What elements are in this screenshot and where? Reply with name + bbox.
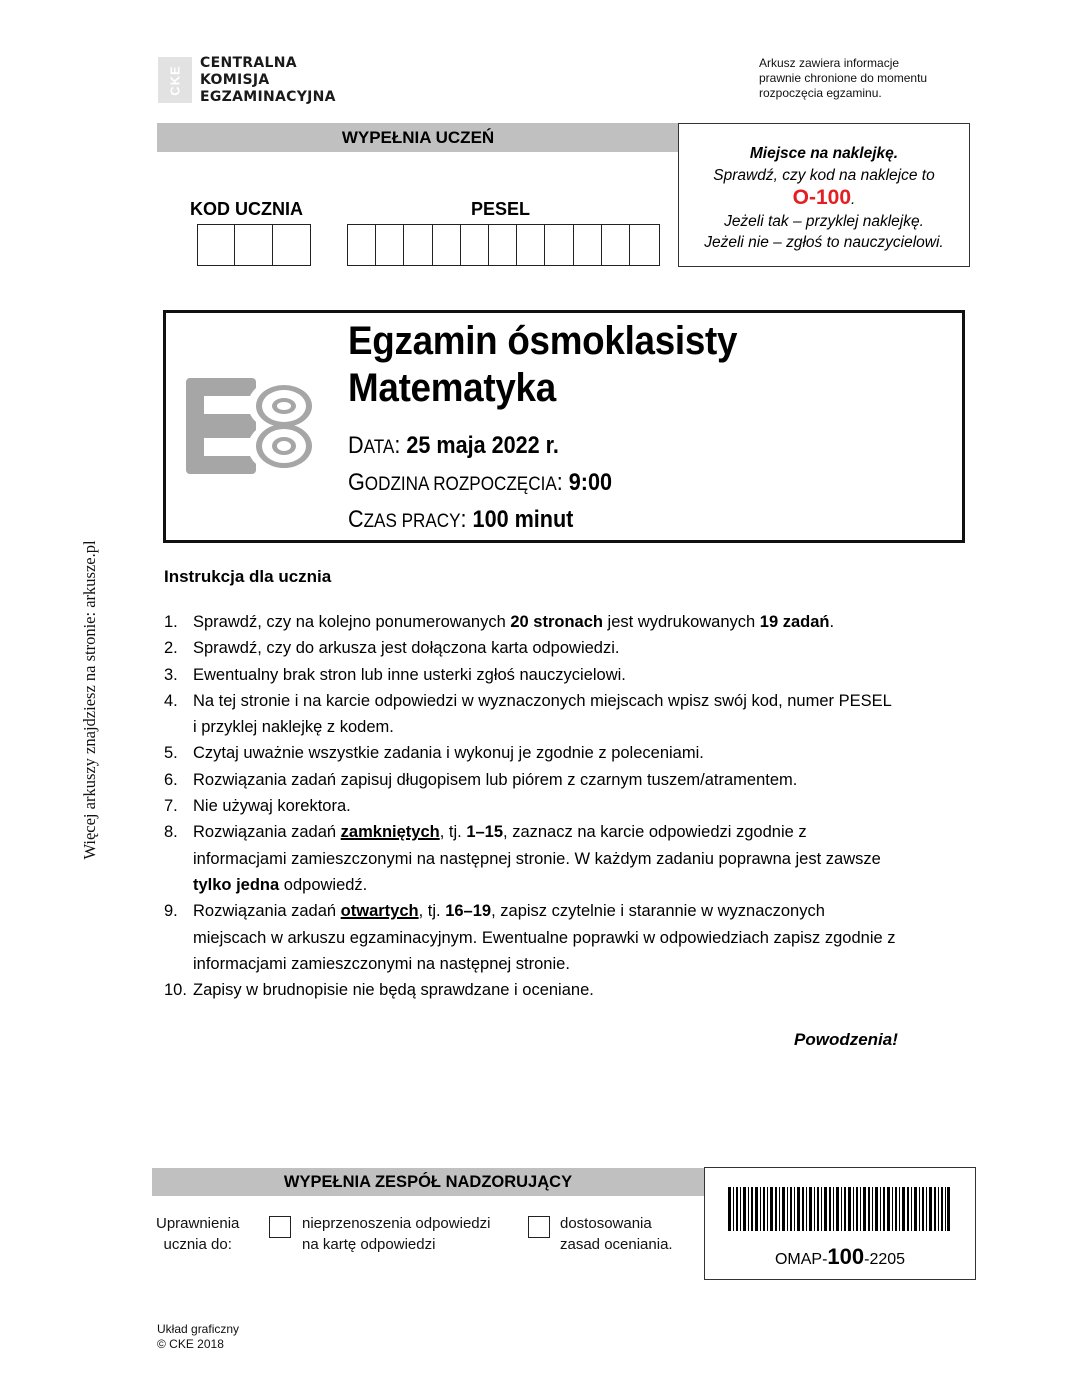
adjusted-grading-checkbox[interactable]: [528, 1216, 550, 1238]
pesel-label: PESEL: [471, 199, 531, 219]
pesel-cell[interactable]: [517, 225, 545, 265]
e8-logo-icon: [186, 378, 320, 474]
instructions-list: [164, 609, 924, 1003]
legal-note: Arkusz zawiera informacje prawnie chronione do momentu rozpoczęcia egzaminu.: [759, 56, 928, 100]
pesel-cell[interactable]: [574, 225, 602, 265]
student-code-field[interactable]: [197, 224, 311, 266]
pesel-cell[interactable]: [630, 225, 658, 265]
exam-title: Egzamin ósmoklasisty Matematyka: [348, 319, 738, 410]
student-code-label: KOD UCZNIA: [190, 199, 303, 219]
sticker-area: Miejsce na naklejkę. Sprawdź, czy kod na naklejce to O-100. Jeżeli tak – przyklej naklejkę. Jeżeli nie – zgłoś to nauczycielowi.: [678, 123, 970, 267]
pesel-cell[interactable]: [376, 225, 404, 265]
list-item: 6. Rozwiązania zadań zapisuj długopisem lub piórem z czarnym tuszem/atramentem.: [164, 770, 798, 789]
footer-note: Układ graficzny © CKE 2018: [157, 1322, 240, 1351]
list-item: 4. Na tej stronie i na karcie odpowiedzi w wyznaczonych miejscach wpisz swój kod, numer PESEL i przyklej naklejkę z kodem.: [164, 691, 892, 737]
barcode-icon: [728, 1187, 950, 1231]
pesel-cell[interactable]: [489, 225, 517, 265]
adjusted-grading-label: dostosowania zasad oceniania.: [560, 1215, 673, 1253]
pesel-cell[interactable]: [404, 225, 432, 265]
sticker-code: O-100: [792, 186, 852, 209]
student-section-title: WYPEŁNIA UCZEŃ: [341, 127, 495, 147]
pesel-cell[interactable]: [461, 225, 489, 265]
exam-duration: CZAS PRACY: 100 minut: [348, 506, 574, 533]
sticker-no-text: Jeżeli nie – zgłoś to nauczycielowi.: [704, 234, 944, 251]
no-transfer-label: nieprzenoszenia odpowiedzi na kartę odpowiedzi: [302, 1215, 491, 1253]
list-item: 1. Sprawdź, czy na kolejno ponumerowanych 20 stronach jest wydrukowanych 19 zadań.: [164, 613, 835, 631]
student-code-cell[interactable]: [235, 225, 272, 265]
supervisor-section-title: WYPEŁNIA ZESPÓŁ NADZORUJĄCY: [283, 1172, 573, 1191]
list-item: 9. Rozwiązania zadań otwartych, tj. 16–19, zapisz czytelnie i starannie w wyznaczonych miejscach w arkuszu egzaminacyjnym. Ewentualne poprawki w odpowiedziach zapisz zgodnie z informacjami zamieszczonymi na następnej stronie.: [164, 902, 896, 973]
pesel-cell[interactable]: [602, 225, 630, 265]
side-note-text: Więcej arkuszy znajdziesz na stronie: arkusze.pl: [80, 540, 99, 860]
instructions-title: Instrukcja dla ucznia: [164, 567, 332, 586]
barcode-code: OMAP-100-2205: [774, 1244, 906, 1269]
list-item: 7. Nie używaj korektora.: [164, 797, 351, 816]
student-code-cell[interactable]: [273, 225, 310, 265]
cke-logo-icon: CKE: [167, 64, 183, 96]
no-transfer-checkbox[interactable]: [269, 1216, 291, 1238]
sticker-check-text: Sprawdź, czy kod na naklejce to: [713, 166, 935, 184]
pesel-cell[interactable]: [348, 225, 376, 265]
sticker-title: Miejsce na naklejkę.: [749, 145, 899, 162]
list-item: 8. Rozwiązania zadań zamkniętych, tj. 1–15, zaznacz na karcie odpowiedzi zgodnie z informacjami zamieszczonymi na następnej stronie. W każdym zadaniu poprawna jest zawsze tylko jedna odpowiedź.: [164, 823, 881, 894]
list-item: 5. Czytaj uważnie wszystkie zadania i wykonuj je zgodnie z poleceniami.: [164, 744, 704, 763]
pesel-cell[interactable]: [545, 225, 573, 265]
list-item: 10. Zapisy w brudnopisie nie będą sprawdzane i oceniane.: [164, 981, 594, 1000]
exam-date: DATA: 25 maja 2022 r.: [348, 432, 559, 459]
exam-subject: Matematyka: [348, 366, 556, 410]
student-code-cell[interactable]: [198, 225, 235, 265]
pesel-field[interactable]: [347, 224, 660, 266]
pesel-cell[interactable]: [433, 225, 461, 265]
cke-logo-name: CENTRALNA KOMISJA EGZAMINACYJNA: [200, 55, 336, 105]
closing-text: Powodzenia!: [794, 1030, 898, 1049]
exam-start-time: GODZINA ROZPOCZĘCIA: 9:00: [348, 469, 612, 496]
sticker-yes-text: Jeżeli tak – przyklej naklejkę.: [724, 212, 924, 230]
list-item: 2. Sprawdź, czy do arkusza jest dołączona karta odpowiedzi.: [164, 639, 620, 658]
rights-label: Uprawnienia ucznia do:: [156, 1215, 240, 1253]
list-item: 3. Ewentualny brak stron lub inne usterki zgłoś nauczycielowi.: [164, 665, 626, 684]
